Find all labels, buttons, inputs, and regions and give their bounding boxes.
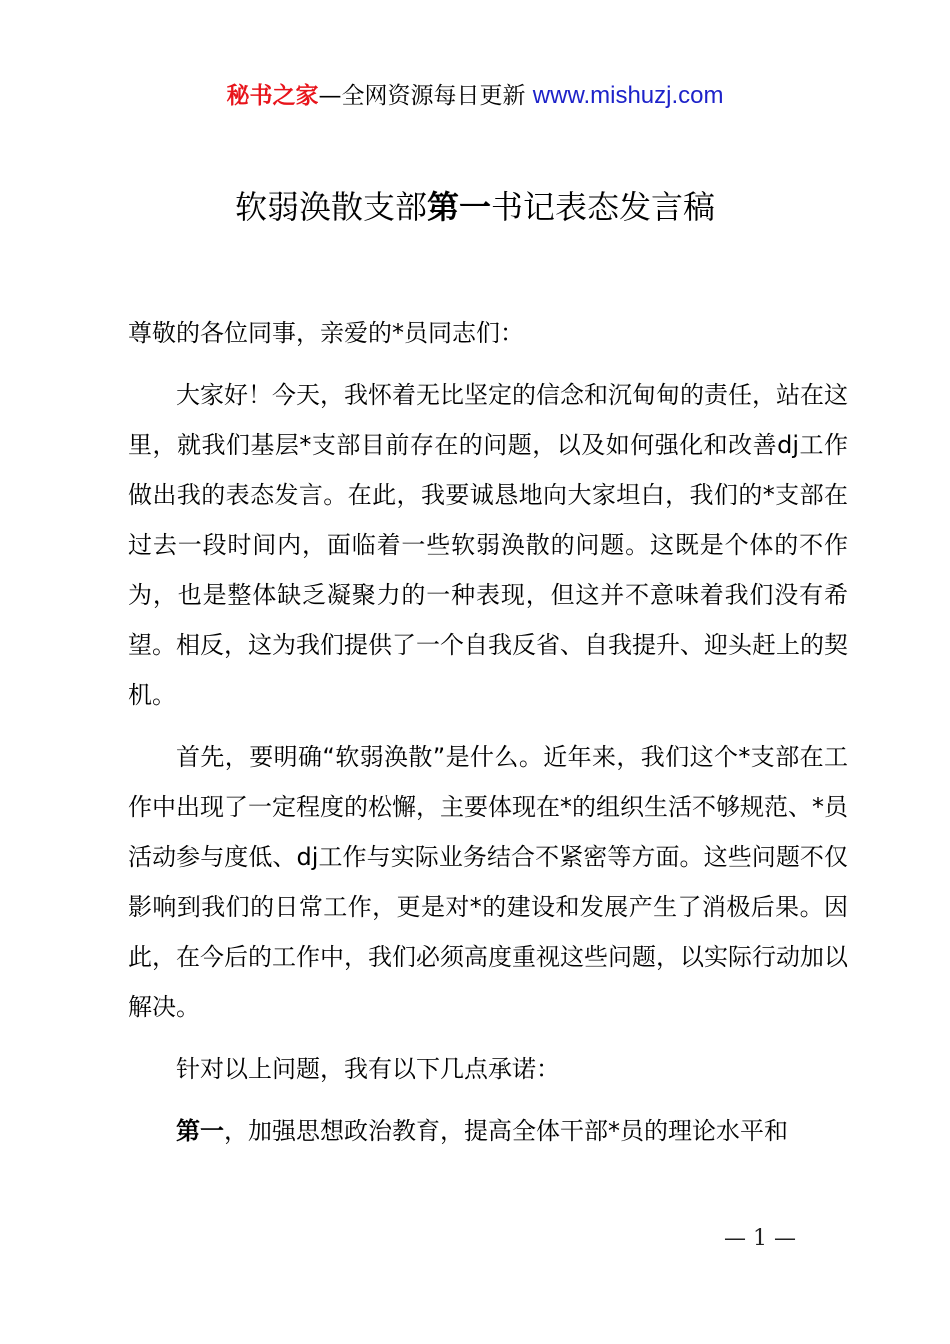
paragraph-3: 针对以上问题，我有以下几点承诺： xyxy=(176,1055,560,1083)
brand-name: 秘书之家 xyxy=(226,83,319,109)
salutation: 尊敬的各位同事，亲爱的*员同志们： xyxy=(128,319,524,347)
paragraph-1: 大家好！今天，我怀着无比坚定的信念和沉甸甸的责任，站在这里，就我们基层*支部目前存在的问题，以及如何强化和改善dj工作做出我的表态发言。在此，我要诚恳地向大家坦白，我们的*支部在过去一段时间内，面临着一些软弱涣散的问题。这既是个体的不作为，也是整体缺乏凝聚力的一种表现，但这并不意味着我们没有希望。相反，这为我们提供了一个自我反省、自我提升、迎头赶上的契机。 xyxy=(128,381,848,709)
site-header xyxy=(0,78,950,114)
document-title xyxy=(0,182,950,232)
header-slogan: —全网资源每日更新 xyxy=(318,83,526,109)
paragraph-4 xyxy=(128,1106,848,1156)
document-body xyxy=(128,308,848,1168)
title-part-1: 软弱涣散支部 xyxy=(234,188,427,226)
site-url-link[interactable]: www.mishuzj.com xyxy=(532,82,724,109)
paragraph-4-lead: 第一 xyxy=(176,1117,224,1145)
paragraph-4-text: ，加强思想政治教育，提高全体干部*员的理论水平和 xyxy=(224,1117,788,1145)
title-part-bold: 第一 xyxy=(426,188,491,226)
paragraph-2: 首先，要明确“软弱涣散”是什么。近年来，我们这个*支部在工作中出现了一定程度的松懈，主要体现在*的组织生活不够规范、*员活动参与度低、dj工作与实际业务结合不紧密等方面。这些问题不仅影响到我们的日常工作，更是对*的建设和发展产生了消极后果。因此，在今后的工作中，我们必须高度重视这些问题，以实际行动加以解决。 xyxy=(128,743,848,1021)
title-part-3: 书记表态发言稿 xyxy=(491,188,716,226)
page-number: — 1 — xyxy=(724,1226,796,1251)
